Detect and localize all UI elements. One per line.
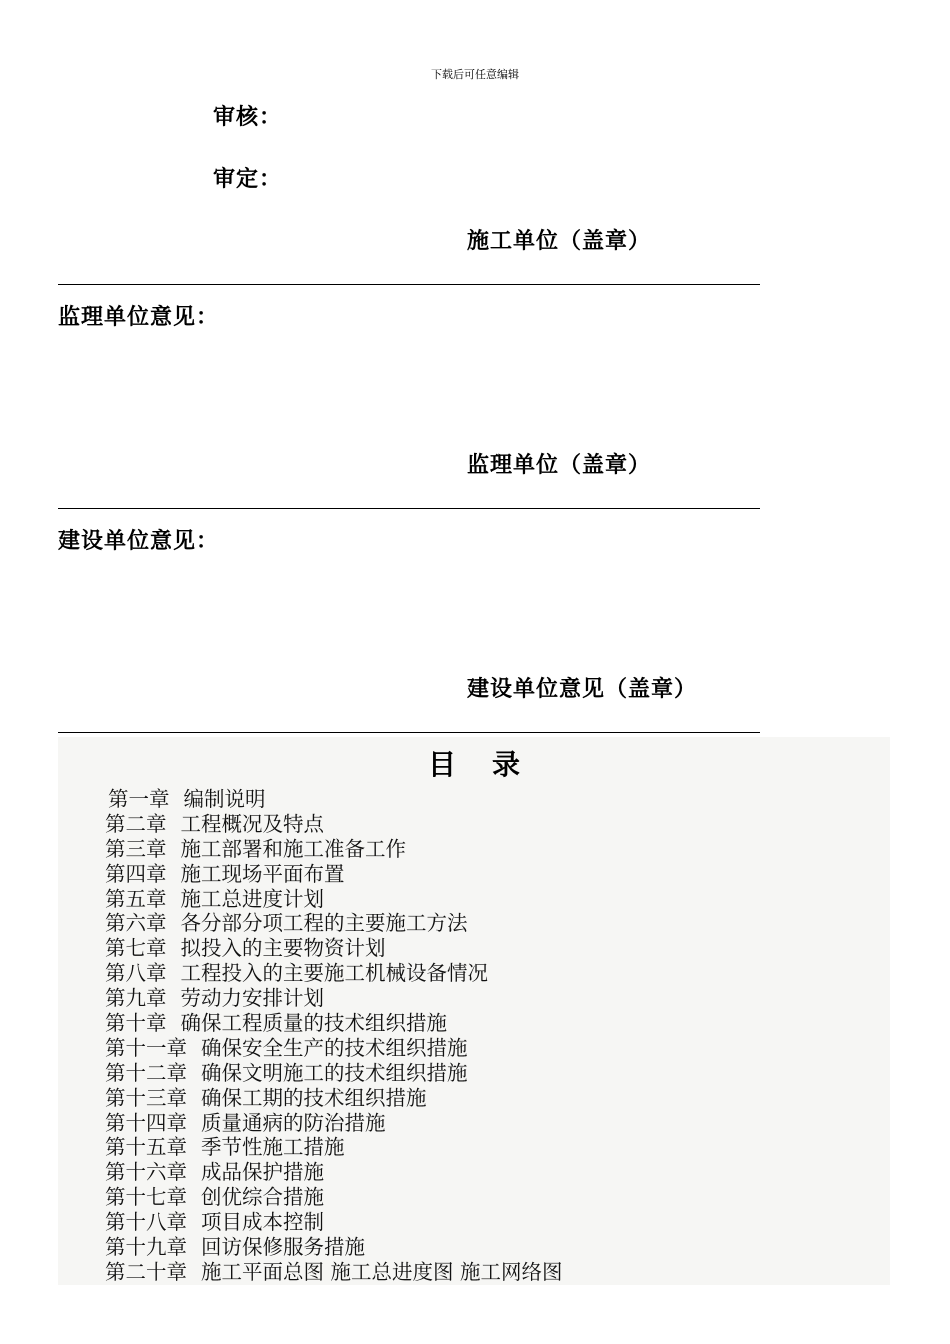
toc-item-chapter: 第十八章 — [105, 1210, 187, 1235]
toc-item-title: 施工平面总图 施工总进度图 施工网络图 — [201, 1259, 563, 1284]
toc-item — [105, 812, 563, 837]
toc-title — [58, 743, 890, 783]
toc-item-title: 施工部署和施工准备工作 — [180, 836, 406, 861]
toc-item-chapter: 第十四章 — [105, 1110, 187, 1135]
toc-item-chapter: 第十三章 — [105, 1085, 187, 1110]
toc-item-chapter: 第一章 — [108, 787, 170, 811]
supervision-opinion-label: 监理单位意见： — [58, 305, 220, 330]
toc-item — [105, 787, 563, 812]
contractor-seal-label: 施工单位（盖章） — [467, 229, 652, 254]
toc-item — [105, 1111, 563, 1136]
toc-item-title: 拟投入的主要物资计划 — [180, 936, 386, 961]
toc-item — [105, 1185, 563, 1210]
toc-item — [105, 936, 563, 961]
toc-item — [105, 1260, 563, 1285]
toc-item-chapter: 第十五章 — [105, 1135, 187, 1160]
toc-title-right: 录 — [492, 748, 521, 781]
toc-item-title: 工程投入的主要施工机械设备情况 — [180, 961, 488, 986]
toc-item-title: 施工现场平面布置 — [180, 861, 345, 886]
toc-item-title: 施工总进度计划 — [180, 886, 324, 911]
toc-item — [105, 1036, 563, 1061]
toc-item — [105, 911, 563, 936]
toc-item-chapter: 第二章 — [105, 811, 167, 836]
toc-item-title: 确保工程质量的技术组织措施 — [180, 1011, 447, 1036]
toc-item-chapter: 第十九章 — [105, 1235, 187, 1260]
toc-item — [105, 887, 563, 912]
header-note: 下载后可任意编辑 — [431, 68, 519, 81]
toc-item-chapter: 第十一章 — [105, 1035, 187, 1060]
toc-item — [105, 1235, 563, 1260]
toc-item — [105, 1061, 563, 1086]
toc-item-chapter: 第七章 — [105, 936, 167, 961]
toc-item-chapter: 第二十章 — [105, 1259, 187, 1284]
toc-item-chapter: 第十六章 — [105, 1160, 187, 1185]
toc-item — [105, 837, 563, 862]
toc-item-title: 创优综合措施 — [201, 1185, 324, 1210]
toc-item — [105, 961, 563, 986]
supervision-seal-label: 监理单位（盖章） — [467, 453, 652, 478]
toc-item — [105, 1210, 563, 1235]
divider-line — [58, 732, 760, 733]
toc-item-title: 劳动力安排计划 — [180, 986, 324, 1011]
toc-item-title: 编制说明 — [183, 787, 266, 811]
toc-item-title: 确保安全生产的技术组织措施 — [201, 1035, 468, 1060]
toc-item — [105, 1160, 563, 1185]
toc-item-title: 各分部分项工程的主要施工方法 — [180, 911, 468, 936]
toc-list — [105, 787, 563, 1285]
toc-item-title: 季节性施工措施 — [201, 1135, 345, 1160]
toc-item-title: 质量通病的防治措施 — [201, 1110, 386, 1135]
toc-item — [105, 1135, 563, 1160]
toc-item-chapter: 第六章 — [105, 911, 167, 936]
toc-item-title: 成品保护措施 — [201, 1160, 324, 1185]
toc-item-chapter: 第九章 — [105, 986, 167, 1011]
toc-item — [105, 1086, 563, 1111]
toc-item-chapter: 第八章 — [105, 961, 167, 986]
approve-label: 审定： — [213, 167, 283, 192]
toc-item-title: 确保文明施工的技术组织措施 — [201, 1060, 468, 1085]
toc-item-title: 确保工期的技术组织措施 — [201, 1085, 427, 1110]
toc-item-chapter: 第十七章 — [105, 1185, 187, 1210]
review-label: 审核： — [213, 105, 283, 130]
toc-item-chapter: 第十章 — [105, 1011, 167, 1036]
owner-seal-label: 建设单位意见（盖章） — [467, 677, 698, 702]
toc-item-title: 工程概况及特点 — [180, 811, 324, 836]
toc-item-title: 项目成本控制 — [201, 1210, 324, 1235]
toc-title-left: 目 — [427, 748, 456, 781]
toc-item-chapter: 第四章 — [105, 861, 167, 886]
toc-item-chapter: 第十二章 — [105, 1060, 187, 1085]
toc-item — [105, 986, 563, 1011]
toc-item-chapter: 第三章 — [105, 836, 167, 861]
toc-item — [105, 862, 563, 887]
toc-item-chapter: 第五章 — [105, 886, 167, 911]
owner-opinion-label: 建设单位意见： — [58, 529, 220, 554]
toc-item — [105, 1011, 563, 1036]
toc-item-title: 回访保修服务措施 — [201, 1235, 365, 1260]
divider-line — [58, 284, 760, 285]
divider-line — [58, 508, 760, 509]
table-of-contents — [58, 737, 890, 1285]
